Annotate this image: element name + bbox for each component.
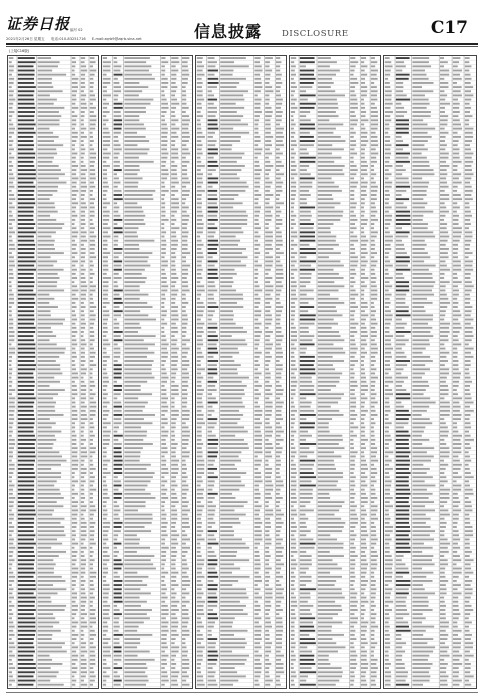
table-column-1	[7, 55, 99, 689]
header-rule-thick	[6, 43, 478, 45]
header-rule-thin	[6, 46, 478, 47]
table-column-2	[101, 55, 193, 689]
table-grid	[102, 56, 192, 688]
section-subtitle: DISCLOSURE	[282, 29, 349, 39]
section-title: 信息披露	[194, 22, 263, 41]
table-column-4	[289, 55, 381, 689]
edition-phone: 电话:010-83251716	[50, 37, 86, 41]
edition-meta	[6, 37, 147, 42]
footer-rule	[6, 692, 478, 693]
disclosure-body	[7, 49, 477, 690]
table-column-5	[383, 55, 477, 689]
continuation-label: (上接C16版)	[9, 49, 30, 53]
edition-number: 编号 02	[70, 28, 83, 32]
table-grid	[196, 56, 286, 688]
edition-email: E-mail:zqrb9@zqrb.sina.net	[91, 37, 142, 41]
page-number: C17	[430, 18, 468, 38]
edition-date: 2021年2月26日 星期五	[6, 37, 45, 41]
masthead-logo: 证券日报	[6, 15, 71, 33]
table-grid	[8, 56, 98, 688]
table-grid	[290, 56, 380, 688]
table-grid	[384, 56, 476, 688]
table-column-3	[195, 55, 287, 689]
page-header	[0, 0, 484, 44]
